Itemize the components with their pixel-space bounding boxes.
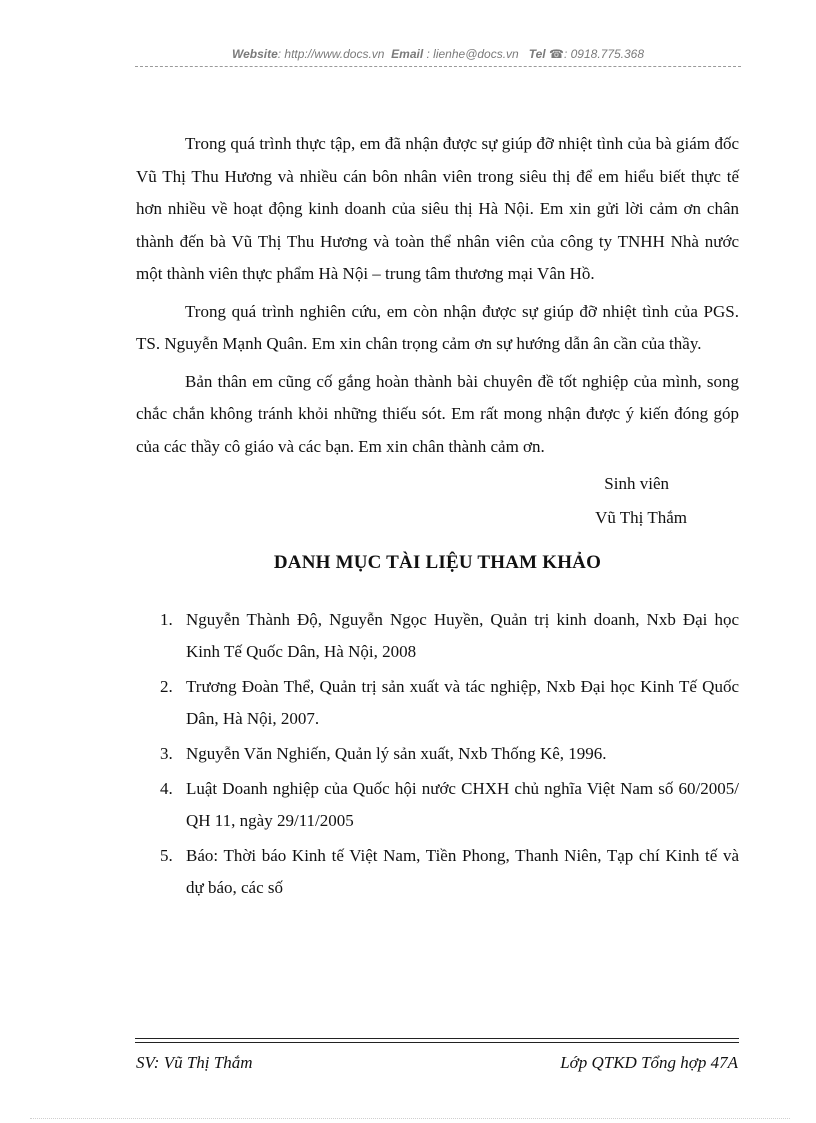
reference-text: Trương Đoàn Thể, Quản trị sản xuất và tác nghiệp, Nxb Đại học Kinh Tế Quốc Dân, Hà Nội, 2007. [186, 677, 739, 728]
references-list [136, 604, 739, 904]
list-item [136, 840, 739, 904]
paragraph: Trong quá trình nghiên cứu, em còn nhận được sự giúp đỡ nhiệt tình của PGS. TS. Nguyễn Mạnh Quân. Em xin chân trọng cảm ơn sự hướng dẫn ân cần của thầy. [136, 301, 739, 353]
footer-divider [135, 1042, 739, 1043]
signature-role: Sinh viên [604, 474, 669, 493]
list-number: 3. [160, 744, 173, 763]
paragraph: Bản thân em cũng cố gắng hoàn thành bài chuyên đề tốt nghiệp của mình, song chắc chắn không tránh khỏi những thiếu sót. Em rất mong nhận được ý kiến đóng góp của các thầy cô giáo và các bạn. Em xin chân thành cảm ơn. [136, 371, 739, 456]
signature-name: Vũ Thị Thắm [595, 508, 687, 527]
list-item [136, 773, 739, 837]
email-label: Email [391, 47, 424, 61]
footer-class: Lớp QTKD Tổng hợp 47A [560, 1053, 738, 1072]
reference-text: Nguyễn Thành Độ, Nguyễn Ngọc Huyền, Quản trị kinh doanh, Nxb Đại học Kinh Tế Quốc Dân, Hà Nội, 2008 [186, 610, 739, 661]
list-item [136, 671, 739, 735]
list-number: 1. [160, 610, 173, 629]
signature-block [136, 468, 739, 534]
page-header [135, 47, 741, 61]
email-value[interactable]: : lienhe@docs.vn [426, 47, 519, 61]
tel-value: : 0918.775.368 [563, 47, 645, 61]
reference-text: Luật Doanh nghiệp của Quốc hội nước CHXH chủ nghĩa Việt Nam số 60/2005/ QH 11, ngày 29/11/2005 [186, 779, 739, 830]
footer-divider [135, 1038, 739, 1039]
page-edge-divider [30, 1118, 790, 1119]
list-number: 5. [160, 846, 173, 865]
reference-text: Báo: Thời báo Kinh tế Việt Nam, Tiền Phong, Thanh Niên, Tạp chí Kinh tế và dự báo, các số [186, 846, 739, 897]
document-body [136, 128, 739, 907]
footer-student: SV: Vũ Thị Thắm [136, 1053, 253, 1072]
reference-text: Nguyễn Văn Nghiến, Quản lý sản xuất, Nxb Thống Kê, 1996. [186, 744, 607, 763]
list-number: 2. [160, 677, 173, 696]
phone-icon: ☎ [549, 47, 564, 61]
website-label: Website [231, 47, 278, 61]
header-divider [135, 66, 741, 67]
references-title: DANH MỤC TÀI LIỆU THAM KHẢO [273, 552, 602, 573]
list-item [136, 604, 739, 668]
list-item [136, 738, 739, 770]
website-value[interactable]: : http://www.docs.vn [277, 47, 385, 61]
list-number: 4. [160, 779, 173, 798]
paragraph: Trong quá trình thực tập, em đã nhận được sự giúp đỡ nhiệt tình của bà giám đốc Vũ Thị Thu Hương và nhiều cán bôn nhân viên trong siêu thị để em hiểu biết thực tế hơn nhiều về hoạt động kinh doanh của siêu thị Hà Nội. Em xin gửi lời cảm ơn chân thành đến bà Vũ Thị Thu Hương và toàn thể nhân viên của công ty TNHH Nhà nước một thành viên thực phẩm Hà Nội – trung tâm thương mại Vân Hồ. [136, 134, 739, 283]
tel-label: Tel [528, 47, 546, 61]
